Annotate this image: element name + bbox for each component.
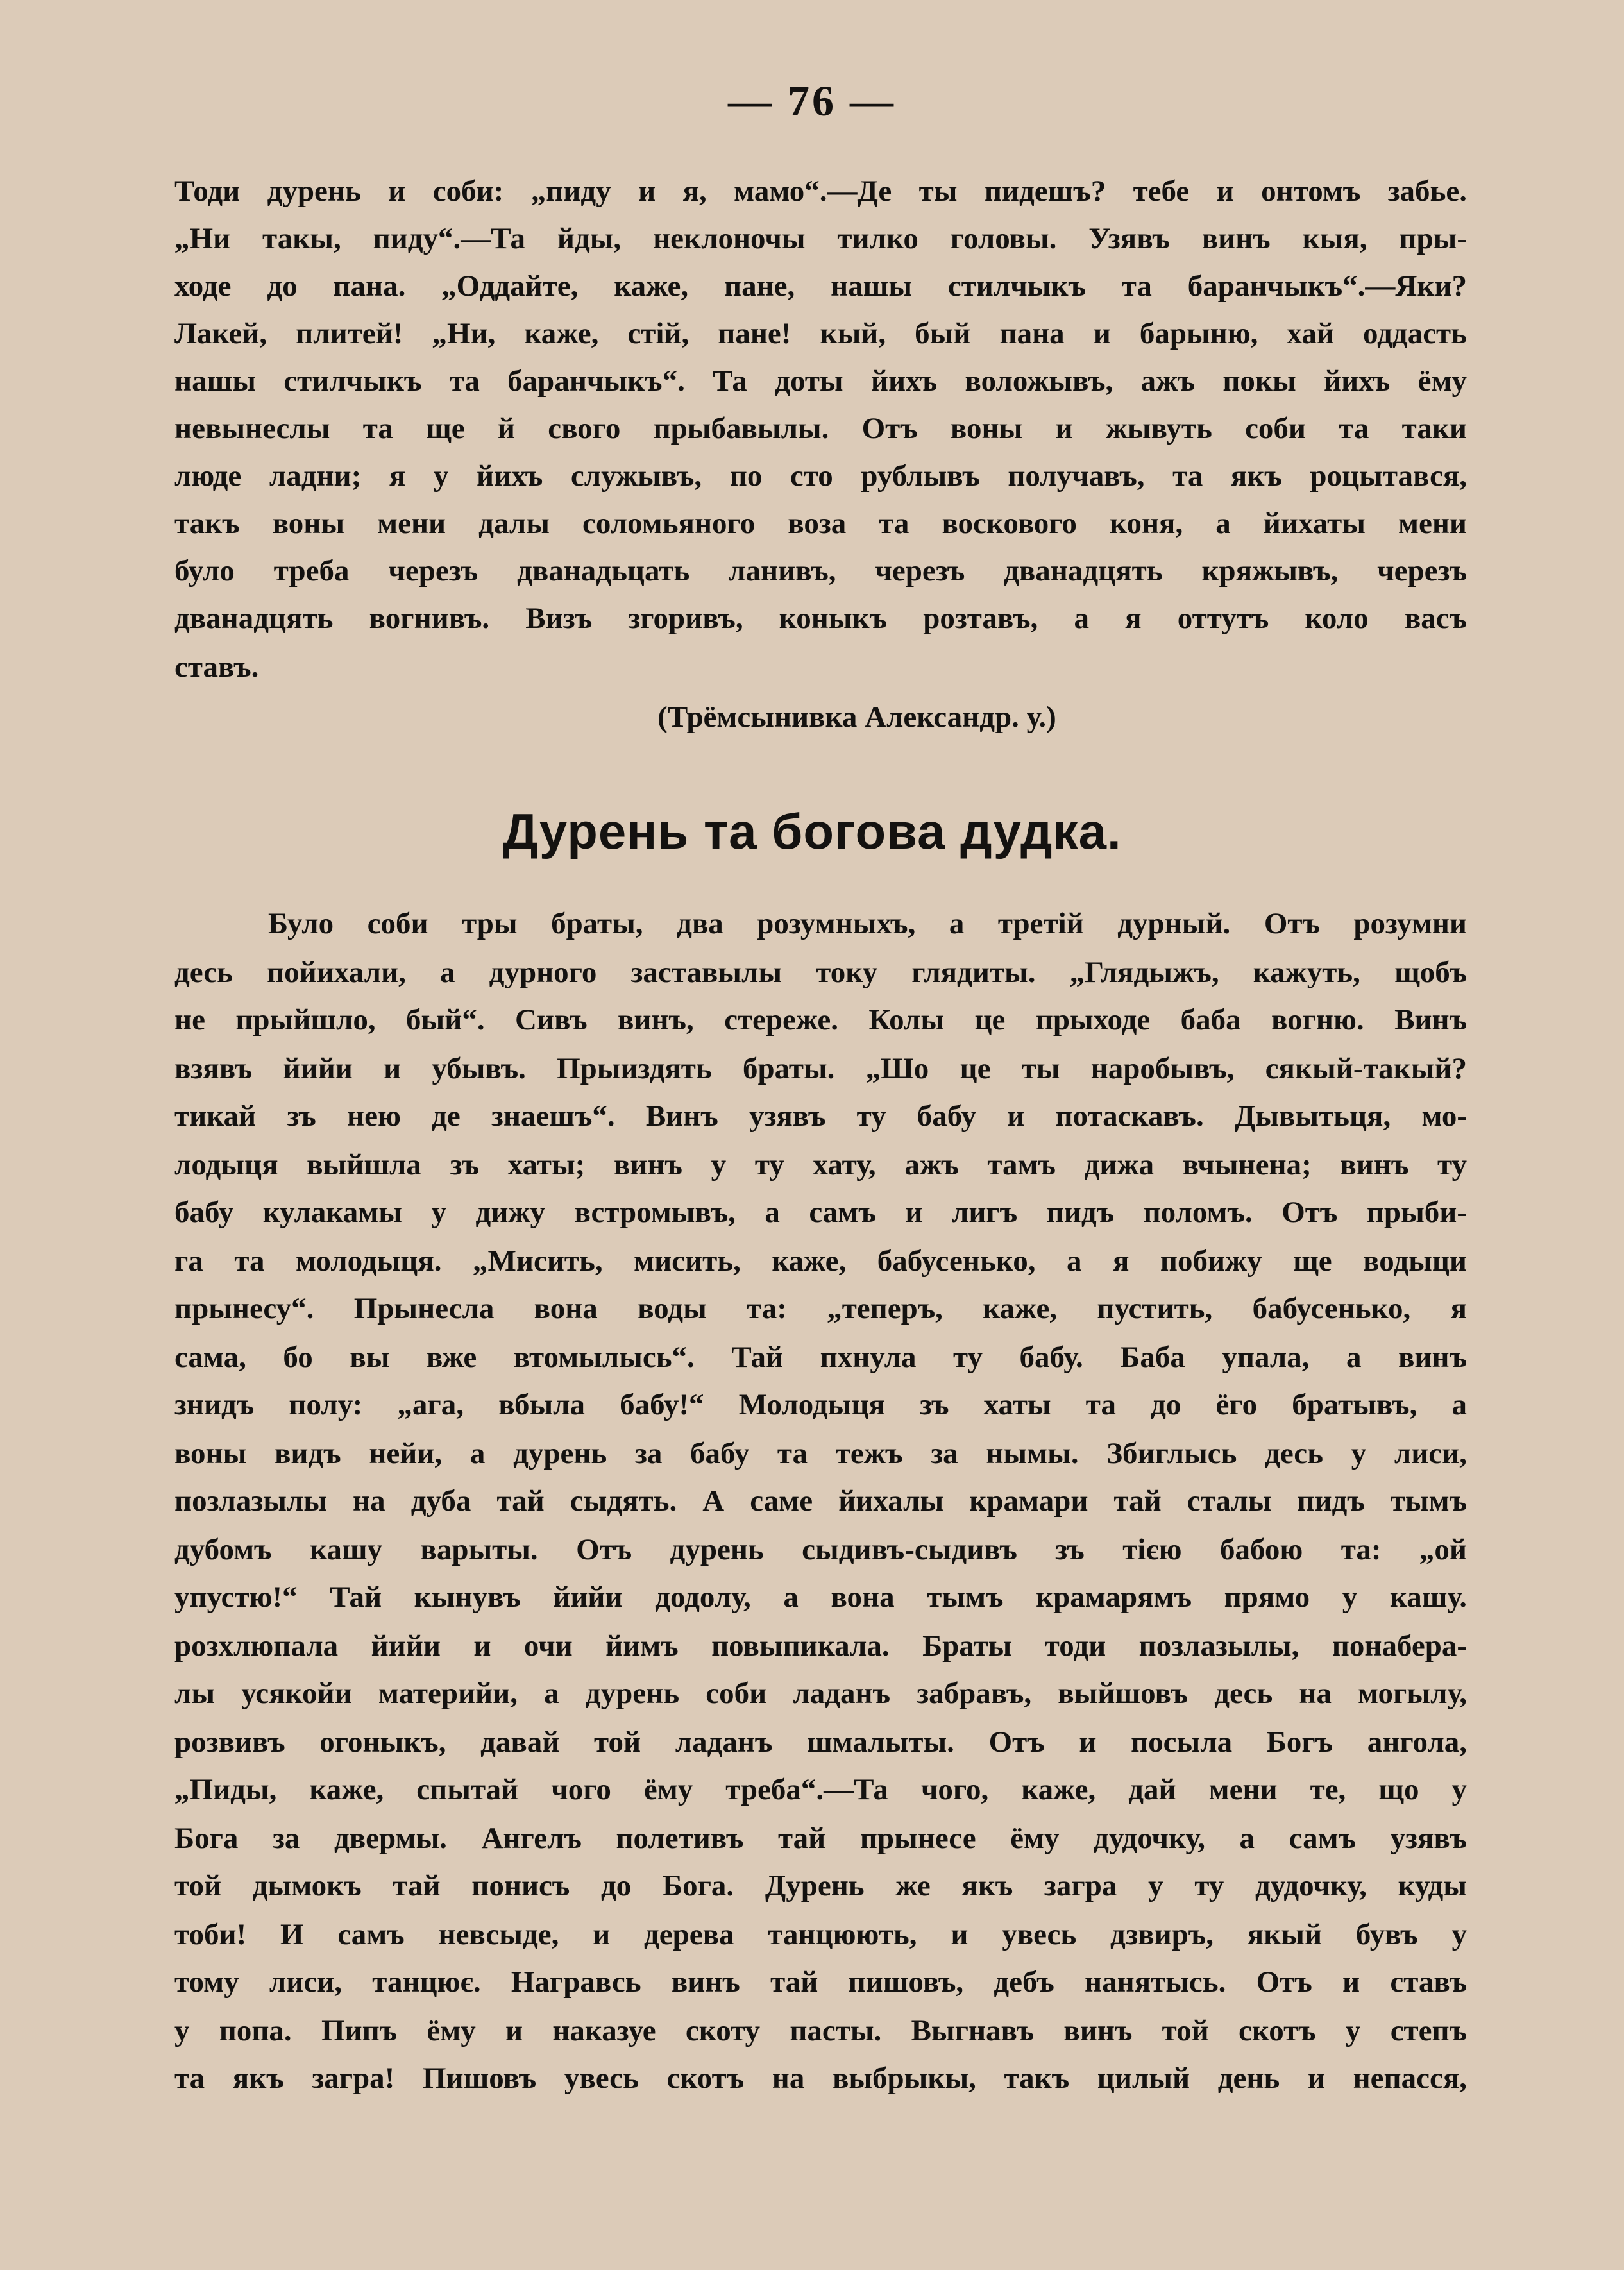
text-line: тикай зъ нею де знаешъ“. Винъ узявъ ту бабу и потаскавъ. Дывытьця, мо- bbox=[174, 1099, 1467, 1133]
text-line: невынеслы та ще й свого прыбавылы. Отъ воны и жывуть соби та таки bbox=[174, 412, 1467, 445]
text-line: бабу кулакамы у дижу встромывъ, а самъ и лигъ пидъ поломъ. Отъ прыби- bbox=[174, 1196, 1467, 1229]
text-line: прынесу“. Прынесла вона воды та: „теперъ, каже, пустить, бабусенько, я bbox=[174, 1292, 1467, 1325]
text-line: десь пойихали, а дурного заставылы току глядиты. „Глядыжъ, кажуть, щобъ bbox=[174, 956, 1467, 989]
page-number: — 76 — bbox=[728, 76, 896, 125]
text-line: ставъ. bbox=[174, 650, 259, 684]
text-line: сама, бо вы вже втомылысь“. Тай пхнула ту бабу. Баба упала, а винъ bbox=[174, 1341, 1467, 1374]
text-line: лодыця выйшла зъ хаты; винъ у ту хату, ажъ тамъ дижа вчынена; винъ ту bbox=[174, 1148, 1467, 1182]
story-title: Дурень та богова дудка. bbox=[502, 803, 1122, 860]
text-line: знидъ полу: „ага, вбыла бабу!“ Молодыця зъ хаты та до ёго братывъ, а bbox=[174, 1388, 1467, 1421]
text-line: дубомъ кашу варыты. Отъ дурень сыдивъ-сыдивъ зъ тією бабою та: „ой bbox=[174, 1533, 1467, 1566]
text-line: той дымокъ тай понисъ до Бога. Дурень же якъ загра у ту дудочку, куды bbox=[174, 1869, 1467, 1902]
text-line: позлазылы на дуба тай сыдять. А саме йихалы крамари тай сталы пидъ тымъ bbox=[174, 1484, 1467, 1518]
text-line: люде ладни; я у йихъ служывъ, по сто рублывъ получавъ, та якъ роцытався, bbox=[174, 459, 1467, 493]
text-line: тоби! И самъ невсыде, и дерева танцюють, и увесь дзвиръ, якый бувъ у bbox=[174, 1918, 1467, 1951]
text-line: не прыйшло, бый“. Сивъ винъ, стереже. Колы це прыходе баба вогню. Винъ bbox=[174, 1003, 1467, 1037]
text-line: воны видъ нейи, а дурень за бабу та тежъ за нымы. Збиглысь десь у лиси, bbox=[174, 1437, 1467, 1470]
text-line: га та молодыця. „Мисить, мисить, каже, бабусенько, а я побижу ще водыци bbox=[174, 1244, 1467, 1278]
text-line: такъ воны мени далы соломьяного воза та воскового коня, а йихаты мени bbox=[174, 507, 1467, 540]
text-line: дванадцять вогнивъ. Визъ згоривъ, коныкъ розтавъ, а я оттутъ коло васъ bbox=[174, 602, 1467, 635]
text-line: та якъ загра! Пишовъ увесь скотъ на выбрыкы, такъ цилый день и непасся, bbox=[174, 2062, 1467, 2095]
text-line: нашы стилчыкъ та баранчыкъ“. Та доты йихъ воложывъ, ажъ покы йихъ ёму bbox=[174, 364, 1467, 398]
text-line: тому лиси, танцює. Награвсь винъ тай пишовъ, дебъ нанятысь. Отъ и ставъ bbox=[174, 1965, 1467, 1999]
text-line: лы усякойи материйи, а дурень соби ладанъ забравъ, выйшовъ десь на могылу, bbox=[174, 1677, 1467, 1710]
text-line: „Ни такы, пиду“.—Та йды, неклоночы тилко головы. Узявъ винъ кыя, пры- bbox=[174, 222, 1467, 255]
text-line: було треба черезъ дванадьцать ланивъ, черезъ дванадцять кряжывъ, черезъ bbox=[174, 554, 1467, 588]
text-line: Бога за двермы. Ангелъ полетивъ тай прынесе ёму дудочку, а самъ узявъ bbox=[174, 1822, 1467, 1855]
text-line: Було соби тры браты, два розумныхъ, а третій дурный. Отъ розумни bbox=[268, 907, 1467, 940]
text-line: упустю!“ Тай кынувъ йийи додолу, а вона тымъ крамарямъ прямо у кашу. bbox=[174, 1580, 1467, 1614]
attribution: (Трёмсынивка Александр. у.) bbox=[657, 700, 1056, 734]
text-line: ходе до пана. „Оддайте, каже, пане, нашы стилчыкъ та баранчыкъ“.—Яки? bbox=[174, 269, 1467, 303]
text-line: Тоди дурень и соби: „пиду и я, мамо“.—Де ты пидешъ? тебе и онтомъ забье. bbox=[174, 174, 1467, 208]
text-line: розхлюпала йийи и очи йимъ повыпикала. Браты тоди позлазылы, понабера- bbox=[174, 1629, 1467, 1663]
text-line: взявъ йийи и убывъ. Прыиздять браты. „Шо це ты наробывъ, сякый-такый? bbox=[174, 1052, 1467, 1085]
text-line: розвивъ огоныкъ, давай той ладанъ шмалыты. Отъ и посыла Богъ ангола, bbox=[174, 1725, 1467, 1759]
text-line: у попа. Пипъ ёму и наказуе скоту пасты. Выгнавъ винъ той скотъ у степъ bbox=[174, 2014, 1467, 2047]
text-line: Лакей, плитей! „Ни, каже, стій, пане! кый, бый пана и барыню, хай оддасть bbox=[174, 317, 1467, 350]
text-line: „Пиды, каже, спытай чого ёму треба“.—Та чого, каже, дай мени те, що у bbox=[174, 1773, 1467, 1806]
